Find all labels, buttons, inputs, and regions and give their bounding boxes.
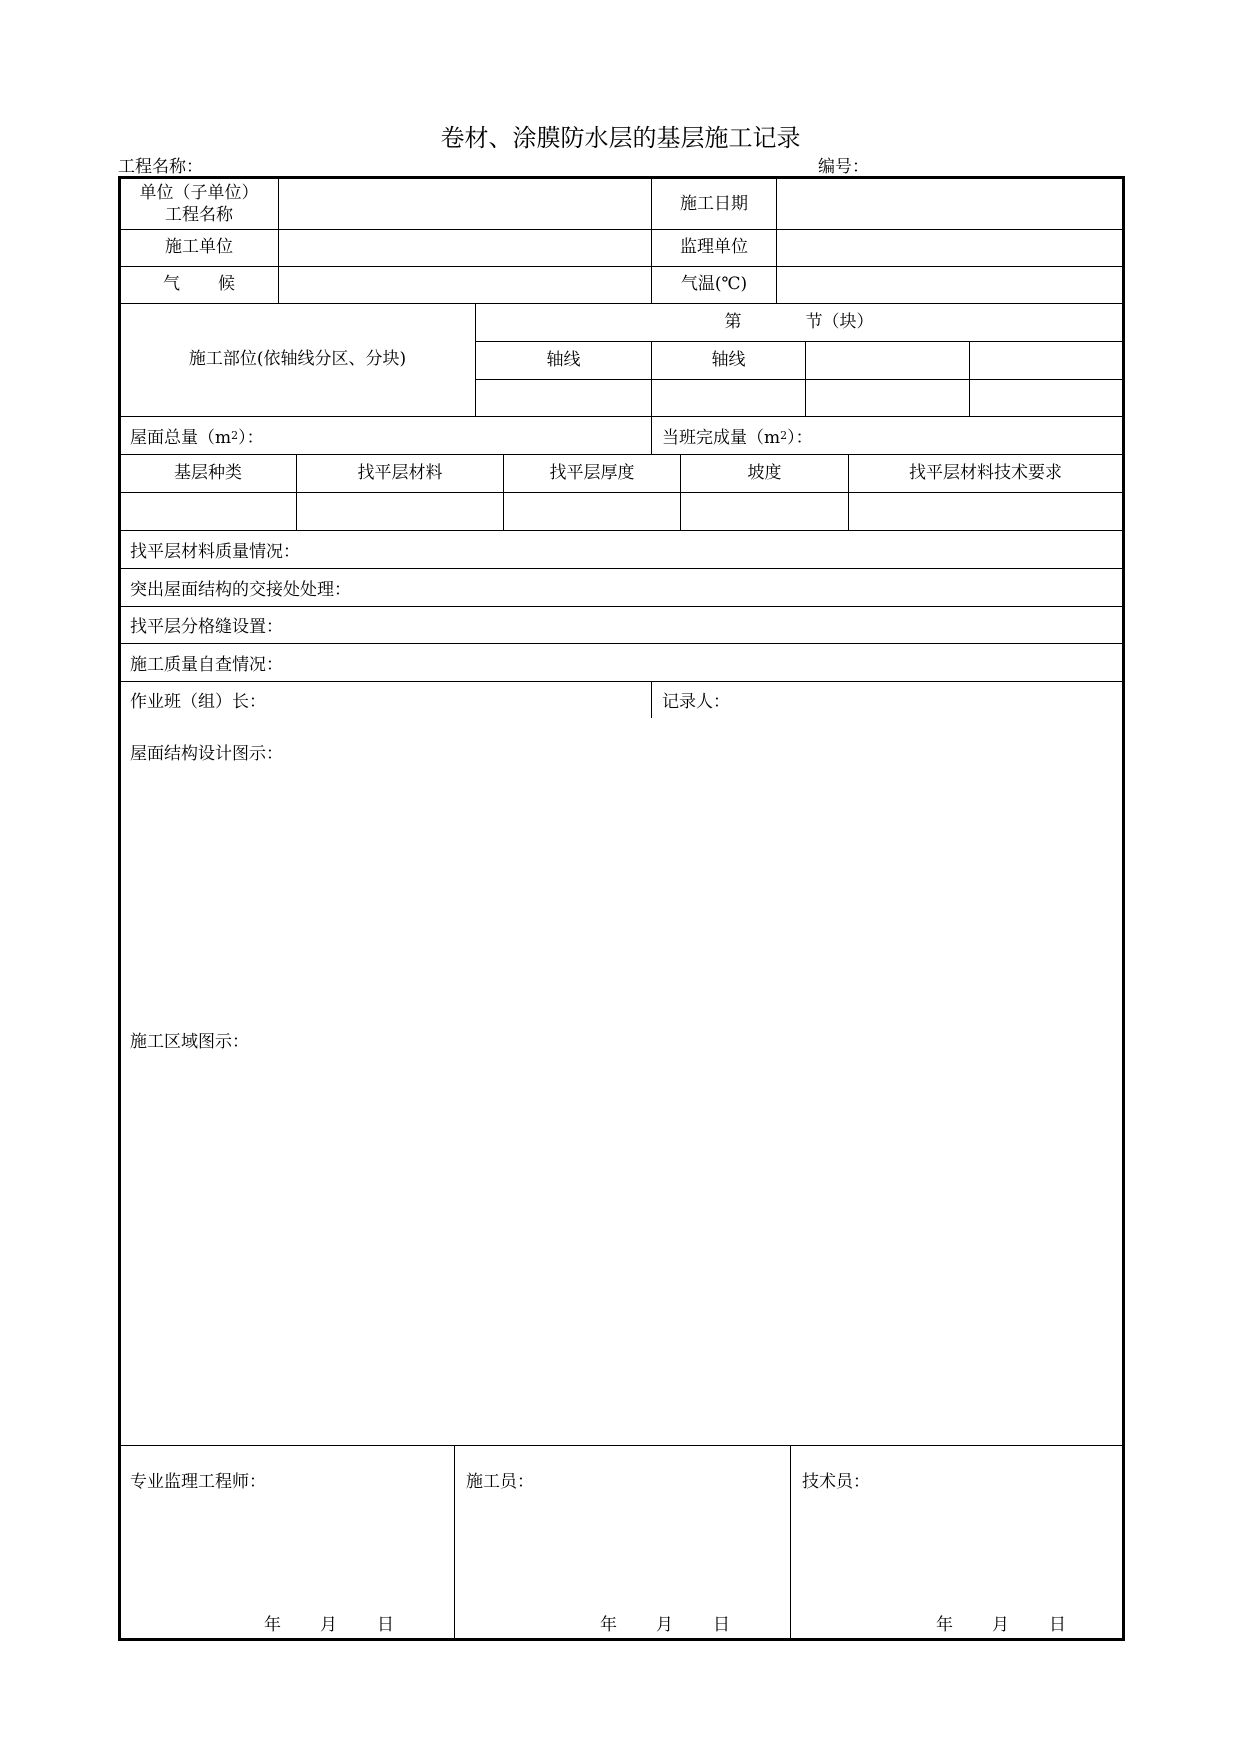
date-day: 日 <box>377 1615 394 1635</box>
material-quality-label: 找平层材料质量情况： <box>130 541 300 562</box>
axis-field[interactable] <box>476 379 651 416</box>
construction-area-label: 施工区域图示： <box>130 1031 249 1052</box>
date-month: 月 <box>656 1615 673 1635</box>
section-block-label: 第 节（块） <box>724 311 874 332</box>
supervising-engineer-label: 专业监理工程师： <box>130 1471 266 1492</box>
table-cell-input[interactable] <box>849 492 1122 530</box>
column-header: 找平层材料 <box>357 462 443 483</box>
supervision-unit-field[interactable] <box>777 229 1122 266</box>
self-check-label: 施工质量自查情况： <box>130 654 283 675</box>
table-cell-input[interactable] <box>120 492 296 530</box>
weather-field[interactable] <box>279 266 651 303</box>
date-year: 年 <box>264 1615 281 1635</box>
shift-completed-label: 当班完成量（m 2 ）： <box>662 427 813 448</box>
column-divider <box>454 1445 455 1641</box>
axis-label-1: 轴线 <box>546 349 581 370</box>
column-divider <box>790 1445 791 1641</box>
construction-date-field[interactable] <box>777 179 1122 229</box>
location-label: 施工部位(依轴线分区、分块) <box>188 349 407 370</box>
row-divider <box>118 1445 1125 1446</box>
construction-unit-field[interactable] <box>279 229 651 266</box>
recorder-label: 记录人： <box>662 692 730 712</box>
roof-design-label: 屋面结构设计图示： <box>130 743 283 764</box>
project-name-label: 工程名称： <box>118 157 203 177</box>
table-cell-input[interactable] <box>681 492 848 530</box>
date-year: 年 <box>600 1615 617 1635</box>
table-cell-input[interactable] <box>297 492 503 530</box>
axis-field[interactable] <box>970 341 1122 379</box>
column-header: 坡度 <box>747 462 782 483</box>
protrusion-treatment-label: 突出屋面结构的交接处处理： <box>130 579 351 600</box>
date-month: 月 <box>992 1615 1009 1635</box>
construction-date-label: 施工日期 <box>680 193 748 214</box>
team-leader-label: 作业班（组）长： <box>130 692 266 712</box>
builder-label: 施工员： <box>466 1471 534 1492</box>
unit-project-name-field[interactable] <box>279 179 651 229</box>
joint-setting-label: 找平层分格缝设置： <box>130 617 283 637</box>
date-day: 日 <box>713 1615 730 1635</box>
column-divider <box>651 681 652 718</box>
weather-label: 气 候 <box>163 274 235 295</box>
date-day: 日 <box>1049 1615 1066 1635</box>
table-cell-input[interactable] <box>504 492 680 530</box>
date-year: 年 <box>936 1615 953 1635</box>
axis-label-2: 轴线 <box>711 349 746 370</box>
unit-project-name-label: 单位（子单位） 工程名称 <box>139 182 259 225</box>
serial-number-label: 编号： <box>818 157 869 177</box>
column-header: 找平层材料技术要求 <box>909 462 1062 483</box>
axis-field[interactable] <box>806 379 969 416</box>
form-title: 卷材、涂膜防水层的基层施工记录 <box>440 124 801 152</box>
date-month: 月 <box>320 1615 337 1635</box>
column-header: 找平层厚度 <box>549 462 635 483</box>
axis-field[interactable] <box>652 379 805 416</box>
column-divider <box>651 416 652 454</box>
roof-total-label: 屋面总量（m 2 ）： <box>130 427 264 448</box>
temperature-field[interactable] <box>777 266 1122 303</box>
column-header: 基层种类 <box>174 462 242 483</box>
technician-label: 技术员： <box>802 1471 870 1492</box>
axis-field[interactable] <box>970 379 1122 416</box>
construction-unit-label: 施工单位 <box>165 237 233 258</box>
temperature-label: 气温(℃) <box>680 274 748 295</box>
supervision-unit-label: 监理单位 <box>680 237 748 258</box>
axis-field[interactable] <box>806 341 969 379</box>
